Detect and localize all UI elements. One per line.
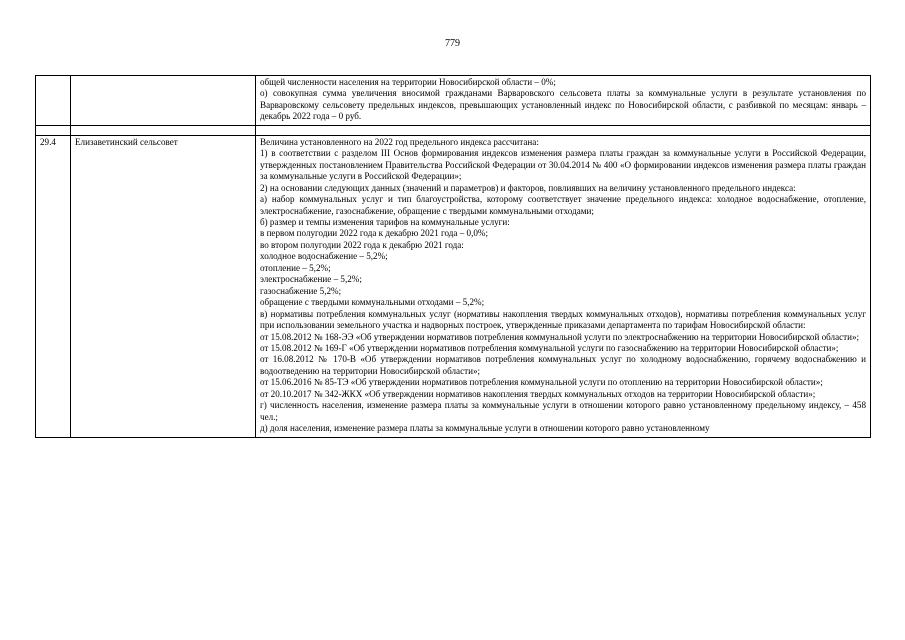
municipality-name-cell	[71, 76, 256, 126]
description-line: Величина установленного на 2022 год предельного индекса рассчитана:	[260, 136, 539, 147]
description-line: отопление – 5,2%;	[260, 262, 331, 273]
description-line: электроснабжение – 5,2%;	[260, 274, 362, 285]
gap-cell	[36, 125, 71, 135]
description-line: от 16.08.2012 № 170-В «Об утверждении нормативов потребления коммунальных услуг по холодному водоснабжению, горячему водоснабжению и водоотведению на территории Новосибирской области»;	[260, 354, 866, 376]
description-line: от 20.10.2017 № 342-ЖКХ «Об утверждении нормативов накопления твердых коммунальных отходов на территории Новосибирской области»;	[260, 388, 816, 399]
description-line: г) численность населения, изменение размера платы за коммунальные услуги в отношении которого равно установленному предельному индексу, – 458 чел.;	[260, 400, 866, 422]
description-line: газоснабжение 5,2%;	[260, 285, 342, 296]
gap-cell	[71, 125, 256, 135]
row-number-cell: 29.4	[36, 135, 71, 437]
table-row-continuation	[36, 76, 871, 126]
municipality-name-cell: Елизаветинский сельсовет	[71, 135, 256, 437]
description-line: в) нормативы потребления коммунальных услуг (нормативы накопления твердых коммунальных отходов), нормативы потребления коммунальных услуг при использовании земельного участка и надворных построек, утвержденные приказами департамента по тарифам Новосибирской области:	[260, 308, 866, 331]
description-line: а) набор коммунальных услуг и тип благоустройства, которому соответствует значение предельного индекса: холодное водоснабжение, отопление, электроснабжение, газоснабжение, обращение с твердыми коммунальными отходами;	[260, 194, 866, 216]
description-line: д) доля населения, изменение размера платы за коммунальные услуги в отношении которого равно установленному	[260, 423, 710, 434]
description-line: от 15.06.2016 № 85-ТЭ «Об утверждении нормативов потребления коммунальной услуги по отоплению на территории Новосибирской области»;	[260, 377, 823, 388]
description-line: общей численности населения на территории Новосибирской области – 0%;	[260, 77, 556, 87]
description-line: от 15.08.2012 № 168-ЭЭ «Об утверждении нормативов потребления коммунальной услуги по электроснабжению на территории Новосибирской области»;	[260, 331, 860, 342]
description-line: обращение с твердыми коммунальными отходами – 5,2%;	[260, 297, 485, 308]
indices-table	[35, 75, 871, 438]
description-line: 2) на основании следующих данных (значений и параметров) и факторов, повлиявших на величину установленного предельного индекса:	[260, 182, 796, 193]
description-line: в первом полугодии 2022 года к декабрю 2021 года – 0,0%;	[260, 228, 489, 239]
page-number: 779	[445, 38, 460, 49]
gap-cell	[256, 125, 871, 135]
description-line: б) размер и темпы изменения тарифов на коммунальные услуги:	[260, 216, 510, 227]
description-cell	[256, 135, 871, 437]
description-cell	[256, 76, 871, 126]
description-line: от 15.08.2012 № 169-Г «Об утверждении нормативов потребления коммунальной услуги по газоснабжению на территории Новосибирской области»;	[260, 342, 839, 353]
description-line: холодное водоснабжение – 5,2%;	[260, 251, 388, 262]
row-number-cell	[36, 76, 71, 126]
description-line: о) совокупная сумма увеличения вносимой гражданами Варваровского сельсовета платы за коммунальные услуги в результате установления по Варваровскому сельсовету предельных индексов, превышающих установленный индекс по Новосибирской области, с разбивкой по месяцам: январь – декабрь 2022 года – 0 руб.	[260, 88, 866, 122]
table-row-29-4	[36, 135, 871, 437]
description-line: во втором полугодии 2022 года к декабрю 2021 года:	[260, 239, 464, 250]
description-line: 1) в соответствии с разделом III Основ формирования индексов изменения размера платы граждан за коммунальные услуги в Российской Федерации, утвержденных постановлением Правительства Российской Федерации от 30.04.2014 № 400 «О формировании индексов изменения размера платы граждан за коммунальные услуги в Российской Федерации»;	[260, 148, 866, 182]
row-gap	[36, 125, 871, 135]
